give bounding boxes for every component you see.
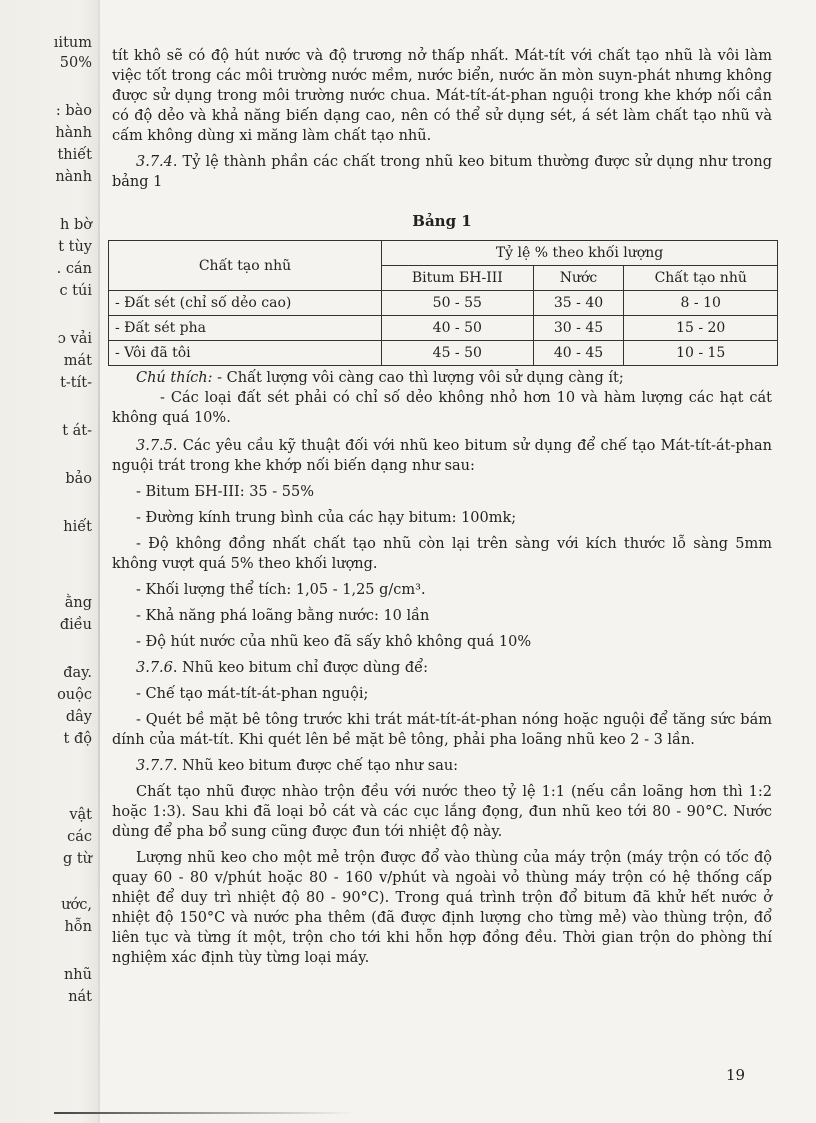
margin-fragment: điều	[59, 617, 92, 633]
margin-fragment: t độ	[63, 731, 92, 747]
cell-emulsifier: 10 - 15	[624, 341, 778, 366]
section-text: . Nhũ keo bitum chỉ được dùng để:	[172, 660, 428, 676]
list-item: - Đường kính trung bình của các hạy bitum: 100mk;	[136, 510, 517, 526]
cell-emulsifier: 8 - 10	[624, 291, 778, 316]
list-item: - Khối lượng thể tích: 1,05 - 1,25 g/cm³.	[136, 582, 426, 598]
bottom-rule	[54, 1112, 354, 1114]
composition-table	[108, 240, 778, 366]
margin-fragment: : bào	[55, 103, 92, 119]
cell-emulsifier: 15 - 20	[624, 316, 778, 341]
list-item: - Bitum БН-III: 35 - 55%	[136, 484, 315, 500]
margin-fragment: c túi	[59, 283, 92, 299]
margin-fragment: nhũ	[63, 967, 92, 983]
list-item: - Chế tạo mát-tít-át-phan nguội;	[136, 686, 369, 702]
margin-fragment: hành	[55, 125, 92, 141]
section-text: . Nhũ keo bitum được chế tạo như sau:	[172, 758, 459, 774]
cell-bitum: 50 - 55	[382, 291, 534, 316]
list-item: - Khả năng phá loãng bằng nước: 10 lần	[136, 608, 430, 624]
margin-fragment: ằng	[64, 595, 92, 611]
margin-fragment: vật	[69, 807, 92, 823]
cell-bitum: 45 - 50	[382, 341, 534, 366]
header-bitum: Bitum БН-III	[382, 266, 534, 291]
table-row	[109, 341, 778, 366]
header-water: Nước	[533, 266, 624, 291]
paragraph: Lượng nhũ keo cho một mẻ trộn được đổ vào thùng của máy trộn (máy trộn có tốc độ quay 60 - 80 v/phút hoặc 80 - 160 v/phút và ngoài vỏ thùng máy trộn có hệ thống cấp nhiệt để duy trì nhiệt độ 80 - 90°C). Trong quá trình trộn đổ bitum đã khử hết nước ở nhiệt độ 150°C và nước pha thêm (đã được định lượng cho từng mẻ) vào thùng trộn, đổ liên tục và từng ít một, trộn cho tới khi hỗn hợp đồng đều. Thời gian trộn do phòng thí nghiệm xác định tùy từng loại máy.	[112, 850, 772, 966]
binding-shadow	[98, 0, 100, 1123]
margin-fragment: các	[67, 829, 92, 845]
margin-fragment: nành	[55, 169, 92, 185]
section-text: . Tỷ lệ thành phần các chất trong nhũ keo bitum thường được sử dụng như trong bảng 1	[112, 154, 772, 190]
margin-fragment: h bờ	[60, 217, 92, 233]
section-3-7-7	[112, 756, 772, 776]
margin-fragment: t tùy	[58, 239, 92, 255]
table-note-1	[112, 368, 772, 388]
margin-fragment: đay.	[63, 665, 92, 681]
margin-fragment: . cán	[56, 261, 92, 277]
cell-water: 40 - 45	[533, 341, 624, 366]
header-emulsifier: Chất tạo nhũ	[624, 266, 778, 291]
margin-fragment: ouộc	[57, 687, 92, 703]
section-text: . Các yêu cầu kỹ thuật đối với nhũ keo bitum sử dụng để chế tạo Mát-tít-át-phan nguội trát trong khe khớp nối biến dạng như sau:	[112, 438, 772, 474]
section-3-7-6	[112, 658, 772, 678]
paragraph: Chất tạo nhũ được nhào trộn đều với nước theo tỷ lệ 1:1 (nếu cần loãng hơn thì 1:2 hoặc 1:3). Sau khi đã loại bỏ cát và các cục lắng đọng, đun nhũ keo tới 80 - 90°C. Nước dùng để pha bổ sung cũng được đun tới nhiệt độ này.	[112, 784, 772, 840]
table-row	[109, 316, 778, 341]
margin-fragment: ɔ vải	[57, 331, 92, 347]
section-number: 3.7.4	[136, 154, 173, 170]
list-item: - Độ không đồng nhất chất tạo nhũ còn lại trên sàng với kích thước lỗ sàng 5mm không vượt quá 5% theo khối lượng.	[112, 536, 772, 572]
table-note-2: - Các loại đất sét phải có chỉ số dẻo không nhỏ hơn 10 và hàm lượng các hạt cát không quá 10%.	[112, 390, 772, 426]
margin-fragment: dây	[65, 709, 92, 725]
note-text: - Chất lượng vôi càng cao thì lượng vôi sử dụng càng ít;	[212, 370, 624, 386]
header-material: Chất tạo nhũ	[109, 241, 382, 291]
cell-water: 35 - 40	[533, 291, 624, 316]
cell-material: - Vôi đã tôi	[109, 341, 382, 366]
section-number: 3.7.6	[136, 660, 173, 676]
note-label: Chú thích:	[136, 370, 213, 386]
table-header-row	[109, 241, 778, 266]
page-number: 19	[726, 1066, 746, 1084]
section-number: 3.7.7	[136, 758, 173, 774]
list-item: - Quét bề mặt bê tông trước khi trát mát-tít-át-phan nóng hoặc nguội để tăng sức bám dính của mát-tít. Khi quét lên bề mặt bê tông, phải pha loãng nhũ keo 2 - 3 lần.	[112, 712, 772, 748]
paragraph-continuation: tít khô sẽ có độ hút nước và độ trương nở thấp nhất. Mát-tít với chất tạo nhũ là vôi làm việc tốt trong các môi trường nước mềm, nước biển, nước ăn mòn suyn-phát nhưng không được sử dụng trong môi trường nước chua. Mát-tít-át-phan nguội trong khe khớp nối cần có độ dẻo và khả năng biến dạng cao, nên có thể sử dụng sét, á sét làm chất tạo nhũ và cấm không dùng xi măng làm chất tạo nhũ.	[112, 48, 772, 144]
header-ratio: Tỷ lệ % theo khối lượng	[382, 241, 778, 266]
table-title: Bảng 1	[412, 212, 472, 230]
margin-fragment: ước,	[61, 897, 92, 913]
margin-fragment: mát	[63, 353, 92, 369]
section-3-7-4	[112, 152, 772, 192]
margin-fragment: g từ	[62, 851, 92, 867]
section-3-7-5	[112, 436, 772, 476]
cell-material: - Đất sét pha	[109, 316, 382, 341]
table-row	[109, 291, 778, 316]
section-number: 3.7.5	[136, 438, 173, 454]
margin-fragment: bảo	[65, 471, 92, 487]
margin-fragment: hiết	[63, 519, 92, 535]
margin-fragment: t át-	[62, 423, 92, 439]
cell-material: - Đất sét (chỉ số dẻo cao)	[109, 291, 382, 316]
margin-fragment: ıitum	[53, 35, 92, 51]
margin-fragment: hỗn	[64, 919, 92, 935]
margin-fragment: t-tít-	[60, 375, 92, 391]
margin-fragment: nát	[68, 989, 92, 1005]
list-item: - Độ hút nước của nhũ keo đã sấy khô không quá 10%	[136, 634, 532, 650]
margin-fragment: 50%	[59, 55, 92, 71]
cell-water: 30 - 45	[533, 316, 624, 341]
page-content	[112, 40, 772, 968]
cell-bitum: 40 - 50	[382, 316, 534, 341]
margin-fragment: thiết	[57, 147, 92, 163]
